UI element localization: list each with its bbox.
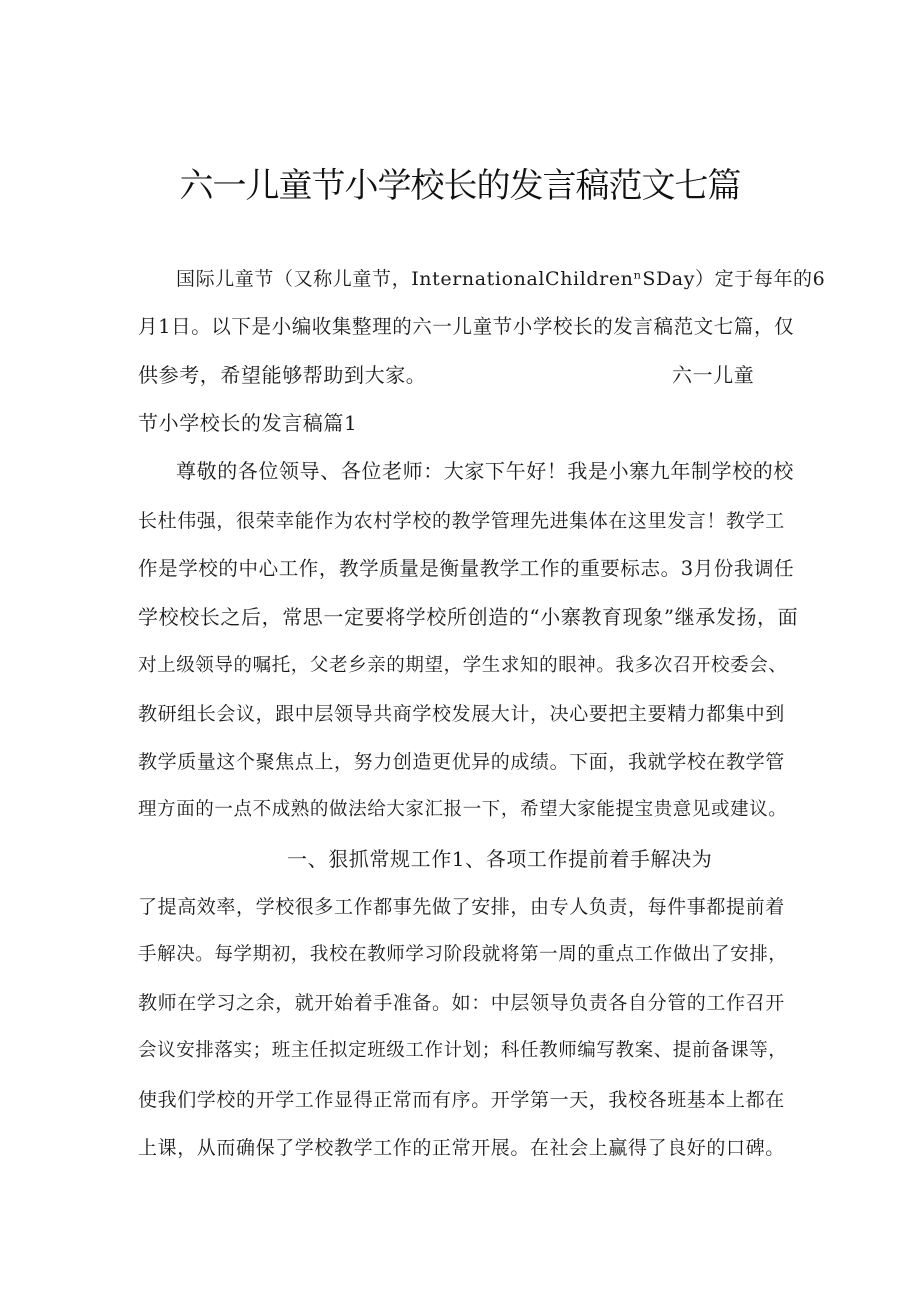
body-line-2: 长杜伟强，很荣幸能作为农村学校的教学管理先进集体在这里发言！教学工 [138, 510, 785, 532]
body-line-11: 教师在学习之余，就开始着手准备。如：中层领导负责各自分管的工作召开 [138, 992, 785, 1014]
body-line-3: 作是学校的中心工作，教学质量是衡量教学工作的重要标志。3月份我调任 [138, 557, 795, 580]
body-line-5: 对上级领导的嘱托，父老乡亲的期望，学生求知的眼神。我多次召开校委会、 [138, 655, 788, 676]
body-line-7: 教学质量这个聚焦点上，努力创造更优异的成绩。下面，我就学校在教学管 [138, 751, 785, 773]
intro-line-1: 国际儿童节（又称儿童节，InternationalChildrenⁿSDay）定于每年的6 [176, 268, 826, 290]
body-line-12: 会议安排落实；班主任拟定班级工作计划；科任教师编写教案、提前备课等， [138, 1040, 788, 1061]
document-title: 六一儿童节小学校长的发言稿范文七篇 [179, 166, 741, 206]
body-line-1: 尊敬的各位领导、各位老师：大家下午好！我是小寨九年制学校的校 [176, 459, 794, 483]
body-line-8: 理方面的一点不成熟的做法给大家汇报一下，希望大家能提宝贵意见或建议。 [138, 799, 788, 820]
subheading-line: 一、狠抓常规工作1、各项工作提前着手解决为 [287, 847, 713, 871]
section-heading-1: 节小学校长的发言稿篇1 [138, 411, 358, 435]
intro-line-3: 供参考，希望能够帮助到大家。 [138, 363, 427, 387]
body-line-10: 手解决。每学期初，我校在教师学习阶段就将第一周的重点工作做出了安排， [138, 944, 788, 965]
body-line-13: 使我们学校的开学工作显得正常而有序。开学第一天，我校各班基本上都在 [138, 1089, 785, 1111]
body-line-9: 了提高效率，学校很多工作都事先做了安排，由专人负责，每件事都提前着 [138, 896, 785, 918]
body-line-14: 上课，从而确保了学校教学工作的正常开展。在社会上赢得了良好的口碑。 [138, 1137, 785, 1159]
body-line-4: 学校校长之后，常思一定要将学校所创造的“小寨教育现象”继承发扬，面 [138, 605, 799, 629]
intro-line-2: 月1日。以下是小编收集整理的六一儿童节小学校长的发言稿范文七篇，仅 [138, 315, 795, 338]
body-line-6: 教研组长会议，跟中层领导共商学校发展大计，决心要把主要精力都集中到 [138, 703, 785, 725]
heading-fragment: 六一儿童 [672, 363, 755, 387]
